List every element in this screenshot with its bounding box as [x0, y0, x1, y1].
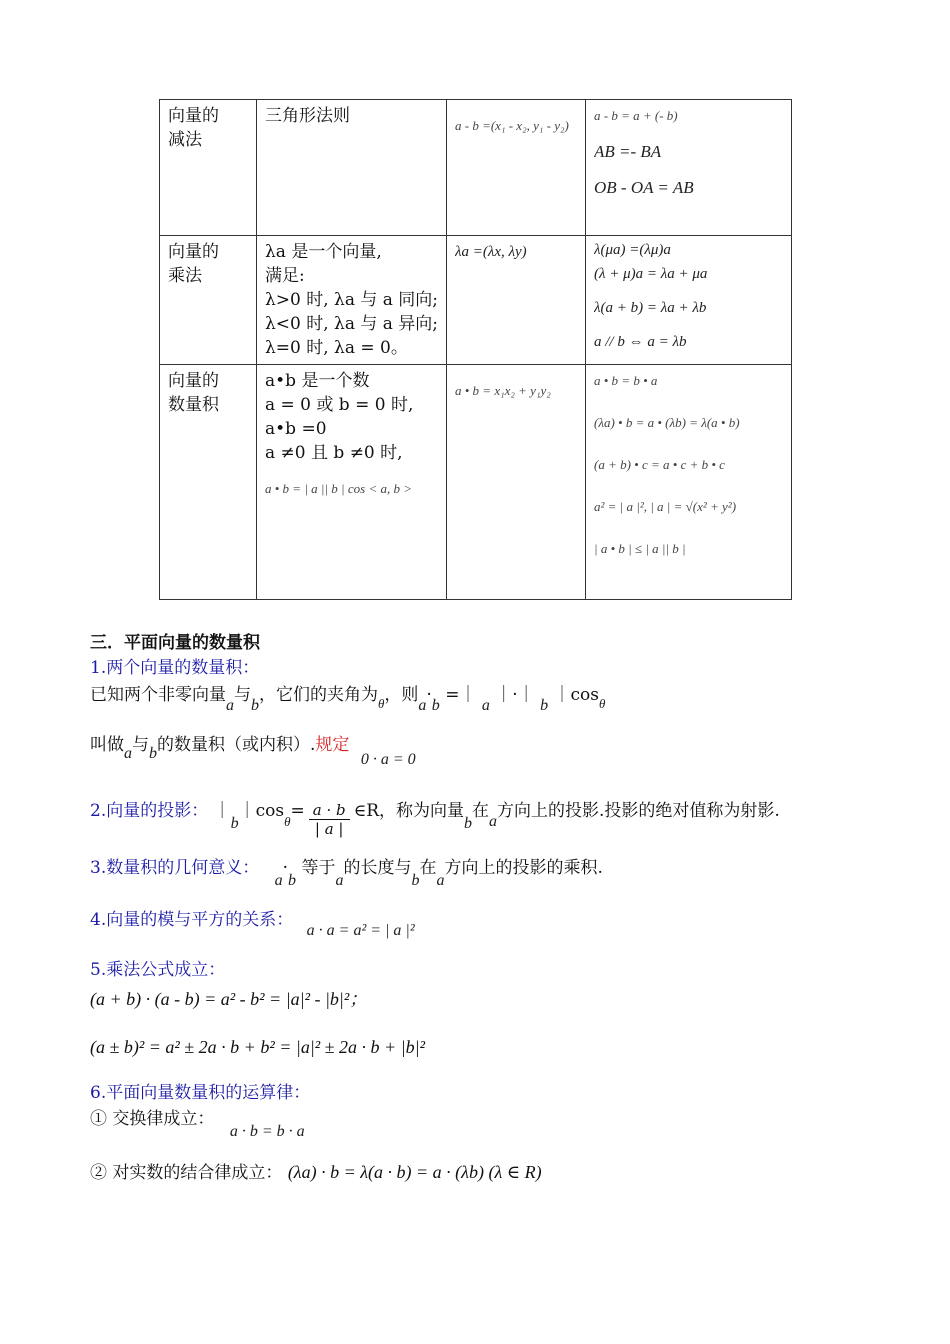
row-name: 向量的 乘法: [168, 242, 219, 286]
text: ｜cos: [238, 801, 285, 821]
law-line: λ(μa) =(λμ)a: [594, 242, 671, 258]
rule-line: 三角形法则: [265, 106, 350, 126]
rule-line: λ<0 时, λa 与 a 异向;: [265, 314, 438, 334]
law-line: a² = | a |², | a | = √(x² + y²): [594, 499, 737, 514]
row-name: 向量的 数量积: [168, 371, 219, 415]
law-line: | a • b | ≤ | a || b |: [594, 541, 686, 556]
symbol: b: [149, 745, 157, 762]
subsection-heading: 5.乘法公式成立：: [90, 960, 226, 980]
law-line: OB - OA = AB: [594, 178, 694, 197]
table-row: [160, 365, 792, 600]
symbol: a: [274, 872, 283, 889]
law-line: (λa) • b = a • (λb) = λ(a • b): [594, 415, 740, 430]
law-line: (a + b) • c = a • c + b • c: [594, 457, 725, 472]
text: ｜·｜: [495, 685, 535, 705]
text: 已知两个非零向量: [90, 685, 226, 705]
text: 与: [234, 685, 251, 705]
rule-line: a • b = | a || b | cos < a, b >: [265, 481, 412, 496]
text: ，它们的夹角为: [259, 685, 378, 705]
text: 等于: [301, 858, 336, 878]
symbol: ·: [282, 858, 289, 878]
formula: (λa) · b = λ(a · b) = a · (λb) (λ ∈ R): [287, 1162, 542, 1182]
text: 在: [472, 801, 490, 821]
text: ∈R，称为向量: [353, 801, 465, 821]
symbol: a: [436, 872, 445, 889]
symbol: a: [226, 697, 234, 714]
paragraph: [90, 1104, 305, 1140]
symbol: b: [230, 815, 239, 832]
symbol: b: [288, 872, 297, 889]
text: 叫做: [90, 735, 124, 755]
rule-line: λ>0 时, λa 与 a 同向;: [265, 290, 438, 310]
text: 的长度与: [343, 858, 412, 878]
projection-fraction: [309, 801, 350, 838]
rule-line: λ=0 时, λa = 0。: [265, 338, 408, 358]
symbol: θ: [598, 696, 606, 711]
symbol: a: [124, 745, 132, 762]
subsection-heading: 3.数量积的几何意义：: [90, 858, 260, 878]
row-name: 向量的 减法: [168, 106, 219, 150]
symbol: b: [464, 815, 473, 832]
text: ｜cos: [553, 685, 599, 705]
symbol: θ: [378, 696, 385, 711]
text: =｜: [445, 685, 477, 705]
formula: (a + b) · (a - b) = a² - b² = |a|² - |b|²；: [90, 989, 368, 1009]
formula: a · a = a² = | a |²: [306, 922, 415, 939]
fraction-numerator: a · b: [309, 801, 350, 820]
vector-operations-table: [159, 99, 792, 600]
paragraph: [90, 1158, 542, 1183]
symbol: b: [411, 872, 420, 889]
symbol: b: [251, 697, 259, 714]
rule-line: λa 是一个向量,: [265, 242, 382, 262]
paragraph: [90, 730, 416, 768]
formula: a · b = b · a: [229, 1123, 305, 1140]
law-line: AB =- BA: [594, 142, 662, 161]
fraction-denominator: | a |: [314, 820, 344, 838]
rule-line: a•b 是一个数: [265, 371, 370, 391]
text: ① 交换律成立：: [90, 1109, 215, 1129]
section-title: 三．平面向量的数量积: [90, 633, 260, 653]
text: 在: [419, 858, 437, 878]
formula: (a ± b)² = a² ± 2a · b + b² = |a|² ± 2a · b + |b|²: [90, 1037, 425, 1057]
law-line: λ(a + b) = λa + λb: [594, 300, 707, 316]
text: 方向上的投影.投影的绝对值称为射影.: [497, 801, 780, 821]
coord-formula: a • b = x₁x₂ + y₁y₂: [455, 383, 551, 398]
symbol: a: [335, 872, 344, 889]
text: ｜: [213, 801, 231, 821]
law-line: (λ + μ)a = λa + μa: [594, 266, 708, 282]
text: =: [290, 801, 305, 821]
paragraph: [90, 905, 415, 939]
symbol: a: [489, 813, 498, 830]
symbol: ·: [426, 685, 432, 705]
symbol: a: [481, 697, 490, 714]
subsection-heading: 1.两个向量的数量积：: [90, 658, 260, 678]
paragraph: [90, 793, 780, 838]
coord-formula: a - b =(x₁ - x₂, y₁ - y₂): [455, 118, 569, 133]
rule-line: 满足:: [265, 266, 305, 286]
formula: 0 · a = 0: [360, 751, 416, 768]
text: 的数量积（或内积）.: [157, 735, 316, 755]
law-line: a // b ⇔ a = λb: [594, 334, 687, 350]
symbol: θ: [284, 814, 291, 829]
rule-line: a = 0 或 b = 0 时,: [265, 395, 414, 415]
law-line: a • b = b • a: [594, 373, 658, 388]
table-row: [160, 100, 792, 236]
paragraph: [90, 853, 603, 889]
subsection-heading: 4.向量的模与平方的关系：: [90, 910, 294, 930]
text: 方向上的投影的乘积.: [444, 858, 603, 878]
rule-line: a ≠0 且 b ≠0 时,: [265, 443, 403, 463]
symbol: b: [431, 697, 440, 714]
law-line: a - b = a + (- b): [594, 108, 678, 123]
subsection-heading: 6.平面向量数量积的运算律：: [90, 1083, 311, 1103]
table-row: [160, 236, 792, 365]
coord-formula: λa =(λx, λy): [455, 244, 527, 260]
rule-label: 规定: [315, 735, 350, 755]
text: 与: [132, 735, 149, 755]
rule-line: a•b =0: [265, 419, 327, 439]
symbol: a: [418, 697, 427, 714]
text: ，则: [384, 685, 419, 705]
text: ② 对实数的结合律成立：: [90, 1163, 283, 1183]
symbol: b: [540, 697, 549, 714]
subsection-heading: 2.向量的投影：: [90, 801, 209, 821]
paragraph: [90, 680, 606, 714]
